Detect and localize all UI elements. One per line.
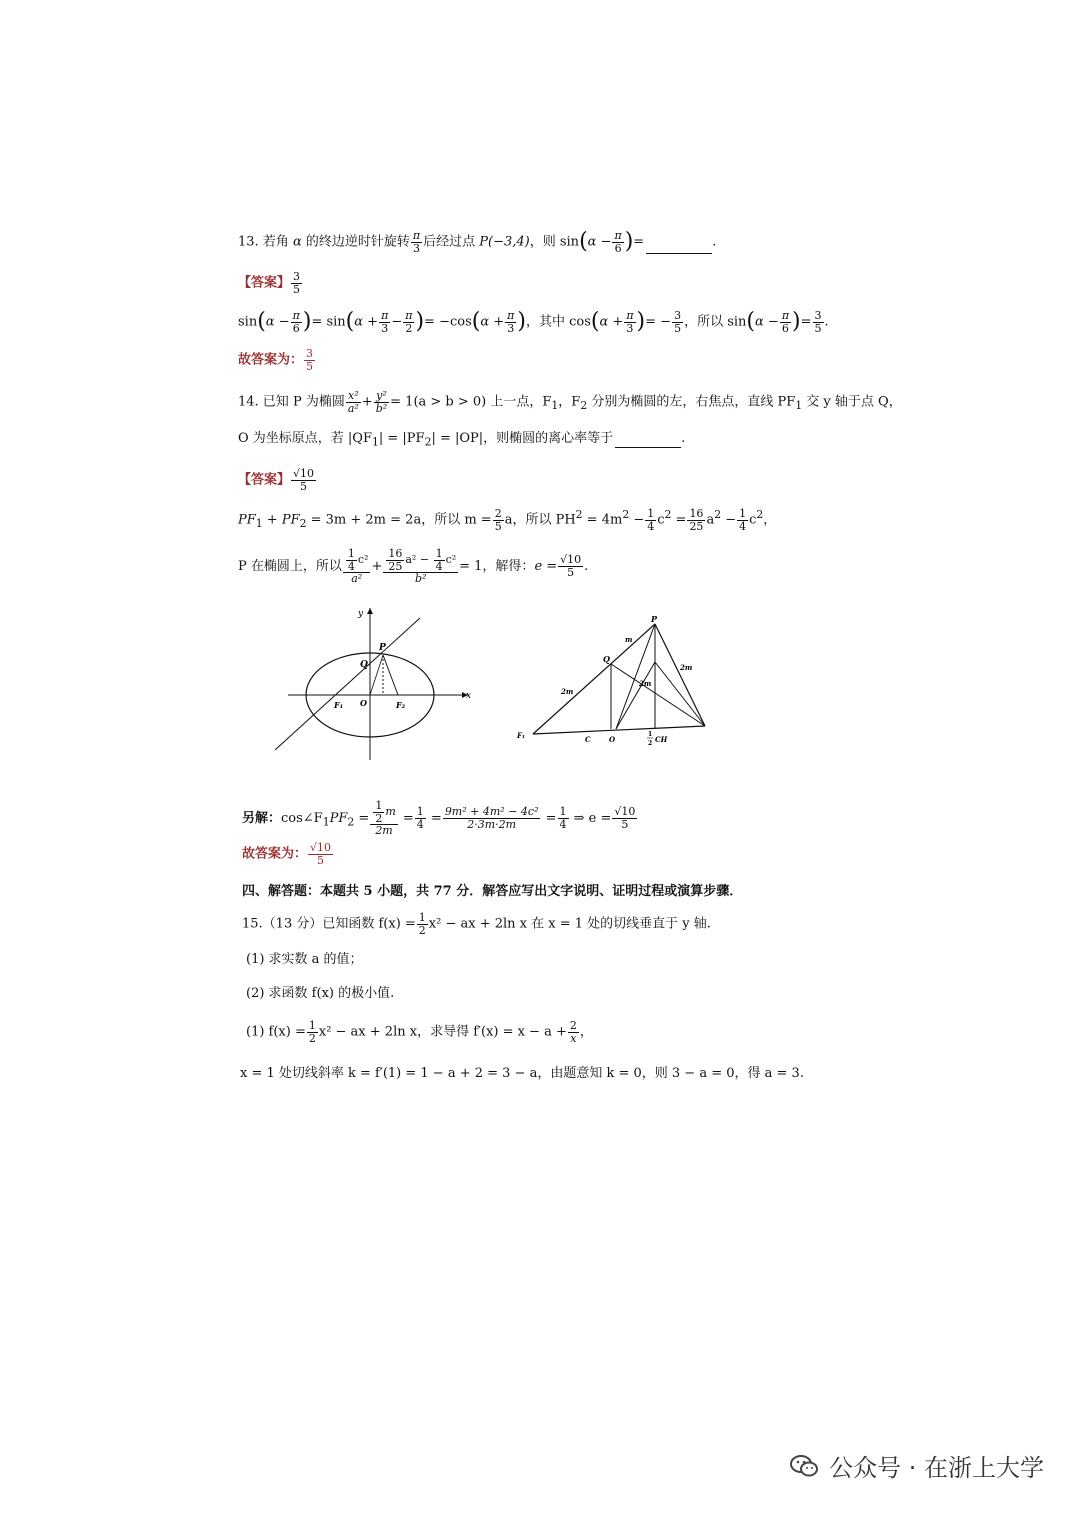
answer-13-final: 故答案为： $\frac{3}{5}$: [238, 347, 314, 373]
answer-13: 【答案】 $\frac{3}{5}$: [238, 270, 301, 296]
label-q: Q: [360, 660, 368, 670]
question-13: 13. 若角 α 的终边逆时针旋转 $\frac{\pi}{3}$ 后经过点 P(−3,4)，则 sin(α − $\frac{\pi}{6}$ )= .: [238, 229, 717, 255]
label-2m-mid: 2m: [639, 679, 652, 688]
label-2m-right: 2m: [680, 663, 693, 672]
y-axis-label: y: [358, 609, 364, 619]
label-f1: F₁: [334, 700, 344, 710]
label-o: O: [360, 698, 367, 708]
answer-14-final: 故答案为： $\frac{√10}{5}$: [242, 841, 332, 867]
label-half-den: 2: [648, 740, 653, 747]
section-4-title: 四、解答题：本题共 5 小题，共 77 分．解答应写出文字说明、证明过程或演算步骤．: [242, 884, 743, 899]
question-15: 15.（13 分）已知函数 f(x) = $\frac{1}{2}$ x² − ax + 2ln x 在 x = 1 处的切线垂直于 y 轴.: [242, 911, 711, 937]
answer-14-alt: 另解：$\cos\angle F_1PF_2$ = $\frac{1}{2}$ m 2m = $\frac{1}{4}$ = $\frac{\text{9m² + 4m² − 4c²}}{2\cdot 3m\cdot 2m}$ = $\frac{1}{4}$ ⇒ e = $\frac{√10}{5}$: [242, 799, 636, 838]
answer-blank: [646, 253, 712, 254]
label-o: O: [609, 735, 616, 744]
label-ch: CH: [655, 735, 668, 744]
label-p: P: [651, 614, 658, 624]
segment-pf2: [383, 655, 398, 695]
triangle-figure: [515, 612, 710, 752]
label-p: P: [379, 643, 386, 653]
watermark: [789, 1448, 1044, 1483]
answer-14-work-2: P 在椭圆上，所以 $\frac{1}{4}$ c² a² + $\frac{16}{25}$ a² − $\frac{1}{4}$ c² b² = 1，解得：e = $\frac{√10}{5}$ .: [238, 547, 589, 586]
question-14-line2: O 为坐标原点，若 $|QF_1| = |PF_2| = |OP|$，则椭圆的离心率等于 .: [238, 431, 686, 449]
answer-15-step-1: (1) f(x) = $\frac{1}{2}$ x² − ax + 2ln x，求导得 f′(x) = x − a + $\frac{2}{x}$ ，: [246, 1019, 593, 1045]
question-15-part-2: (2) 求函数 f(x) 的极小值.: [246, 986, 395, 1001]
question-15-part-1: (1) 求实数 a 的值；: [246, 952, 363, 967]
answer-13-work: sin(α − $\frac{\pi}{6}$ )= sin(α + $\frac{\pi}{3}$ − $\frac{\pi}{2}$ )= −cos(α + $\frac{\pi}{3}$ )，其中 cos(α + $\frac{\pi}{3}$ )= − $\frac{3}{5}$ ，所以 sin(α − $\frac{\pi}{6}$ )= $\frac{3}{5}$ .: [238, 309, 829, 335]
question-14: 14. 已知 P 为椭圆 $\frac{\text{x²}}{\text{a²}}$ + $\frac{\text{y²}}{\text{b²}}$ = 1(a > b > 0) 上一点，$F_1$，$F_2$ 分别为椭圆的左，右焦点，直线 $PF_1$ 交 y 轴于点 Q，: [238, 389, 902, 415]
line-pf1: [275, 618, 420, 750]
x-axis-label: x: [466, 691, 472, 701]
label-f1: F₁: [517, 731, 526, 740]
answer-15-step-2: x = 1 处切线斜率 k = f′(1) = 1 − a + 2 = 3 − a，由题意知 k = 0，则 3 − a = 0，得 a = 3.: [240, 1066, 804, 1081]
segment-op: [370, 655, 383, 695]
label-c: C: [585, 735, 591, 744]
watermark-text: 公众号 · 在浙上大学: [829, 1454, 1044, 1482]
label-2m-left: 2m: [561, 687, 574, 696]
answer-14-work-1: $PF_1 + PF_2 = 3m + 2m = 2a$，所以 m = $\frac{2}{5}$ a，所以 $PH^2 = 4m^2$ − $\frac{1}{4}$ $c^2$ = $\frac{16}{25}$ $a^2$ − $\frac{1}{4}$ $c^2$，: [238, 507, 777, 533]
answer-blank: [615, 447, 681, 448]
label-f2: F₂: [396, 700, 406, 710]
label-m: m: [625, 635, 633, 644]
label-half-num: 1: [648, 731, 653, 738]
wechat-icon: [789, 1453, 819, 1479]
answer-14: 【答案】 $\frac{√10}{5}$: [238, 467, 315, 493]
label-q: Q: [603, 654, 610, 664]
ellipse-figure: [270, 600, 480, 770]
